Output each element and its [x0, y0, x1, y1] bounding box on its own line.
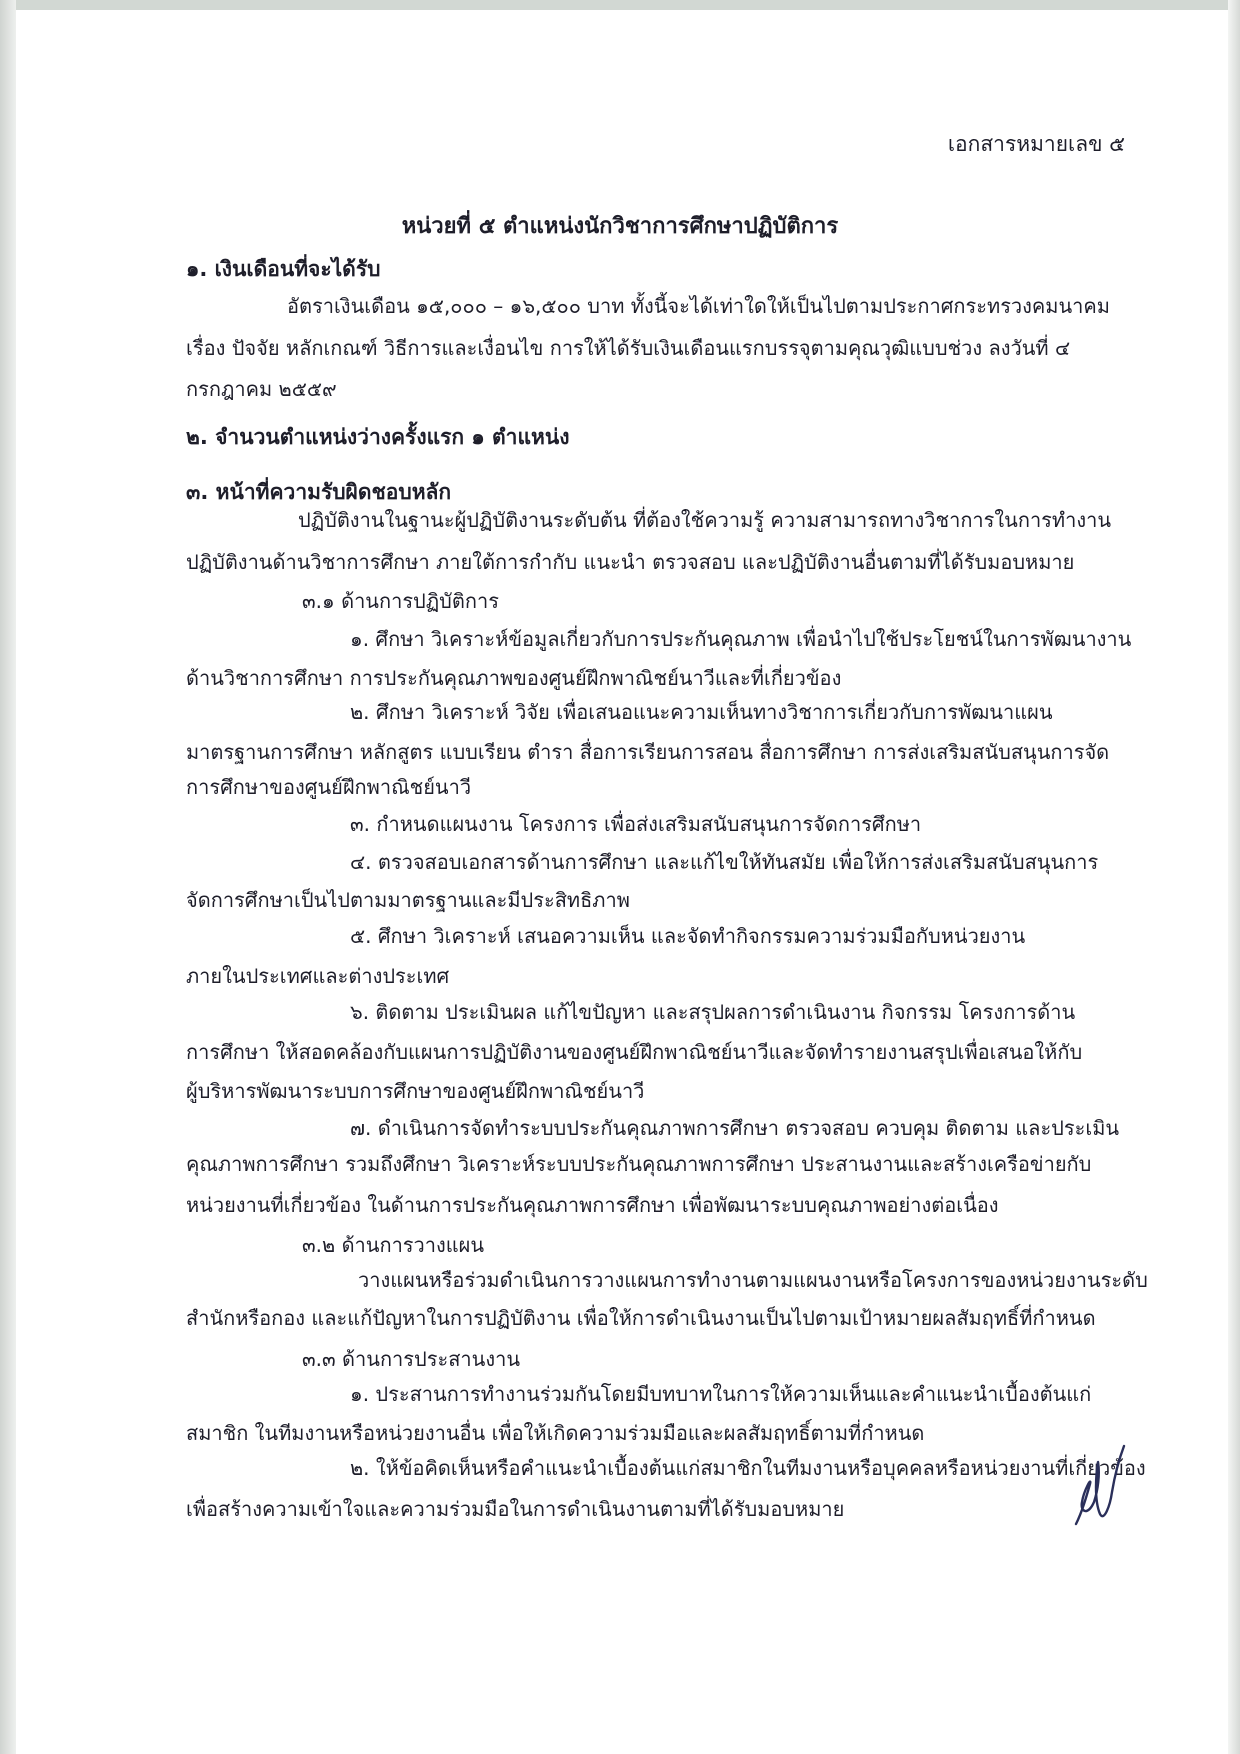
handwritten-signature: [1068, 1440, 1128, 1530]
list-item: ๕. ศึกษา วิเคราะห์ เสนอความเห็น และจัดทำกิจกรรมความร่วมมือกับหน่วยงาน: [350, 924, 1026, 948]
list-item: ๗. ดำเนินการจัดทำระบบประกันคุณภาพการศึกษา ตรวจสอบ ควบคุม ติดตาม และประเมิน: [350, 1116, 1120, 1140]
list-item: ๒. ศึกษา วิเคราะห์ วิจัย เพื่อเสนอแนะความเห็นทางวิชาการเกี่ยวกับการพัฒนาแผน: [350, 700, 1053, 724]
paragraph-line: วางแผนหรือร่วมดำเนินการวางแผนการทำงานตามแผนงานหรือโครงการของหน่วยงานระดับ: [358, 1268, 1148, 1292]
subsection-heading-operations: ๓.๑ ด้านการปฏิบัติการ: [302, 589, 499, 613]
list-item: ๔. ตรวจสอบเอกสารด้านการศึกษา และแก้ไขให้ทันสมัย เพื่อให้การส่งเสริมสนับสนุนการ: [350, 850, 1099, 874]
paragraph-line: การศึกษาของศูนย์ฝึกพาณิชย์นาวี: [186, 775, 472, 799]
paragraph-line: สมาชิก ในทีมงานหรือหน่วยงานอื่น เพื่อให้เกิดความร่วมมือและผลสัมฤทธิ์ตามที่กำหนด: [186, 1421, 925, 1445]
paragraph-line: มาตรฐานการศึกษา หลักสูตร แบบเรียน ตำรา สื่อการเรียนการสอน สื่อการศึกษา การส่งเสริมสนับสนุนการจัด: [186, 740, 1110, 764]
paragraph-line: กรกฎาคม ๒๕๕๙: [186, 377, 337, 401]
scan-edge-right: [1228, 0, 1240, 1754]
paragraph-line: ภายในประเทศและต่างประเทศ: [186, 964, 450, 988]
subsection-heading-coordination: ๓.๓ ด้านการประสานงาน: [302, 1347, 520, 1371]
paragraph-line: จัดการศึกษาเป็นไปตามมาตรฐานและมีประสิทธิภาพ: [186, 888, 630, 912]
paragraph-line: การศึกษา ให้สอดคล้องกับแผนการปฏิบัติงานของศูนย์ฝึกพาณิชย์นาวีและจัดทำรายงานสรุปเพื่อเสนอให้กับ: [186, 1040, 1083, 1064]
paragraph-line: เพื่อสร้างความเข้าใจและความร่วมมือในการดำเนินงานตามที่ได้รับมอบหมาย: [186, 1497, 845, 1521]
paragraph-line: ผู้บริหารพัฒนาระบบการศึกษาของศูนย์ฝึกพาณิชย์นาวี: [186, 1079, 645, 1103]
paragraph-line: ปฏิบัติงานในฐานะผู้ปฏิบัติงานระดับต้น ที่ต้องใช้ความรู้ ความสามารถทางวิชาการในการทำงาน: [298, 508, 1112, 532]
section-heading-vacancies: ๒. จำนวนตำแหน่งว่างครั้งแรก ๑ ตำแหน่ง: [186, 425, 570, 449]
list-item: ๒. ให้ข้อคิดเห็นหรือคำแนะนำเบื้องต้นแก่สมาชิกในทีมงานหรือบุคคลหรือหน่วยงานที่เกี่ยวข้อง: [350, 1456, 1146, 1480]
paragraph-line: สำนักหรือกอง และแก้ปัญหาในการปฏิบัติงาน เพื่อให้การดำเนินงานเป็นไปตามเป้าหมายผลสัมฤทธิ์ที่กำหนด: [186, 1306, 1096, 1330]
subsection-heading-planning: ๓.๒ ด้านการวางแผน: [302, 1233, 485, 1257]
paragraph-line: เรื่อง ปัจจัย หลักเกณฑ์ วิธีการและเงื่อนไข การให้ได้รับเงินเดือนแรกบรรจุตามคุณวุฒิแบบช่วง ลงวันที่ ๔: [186, 336, 1071, 360]
paragraph-line: คุณภาพการศึกษา รวมถึงศึกษา วิเคราะห์ระบบประกันคุณภาพการศึกษา ประสานงานและสร้างเครือข่ายกับ: [186, 1152, 1092, 1176]
section-heading-salary: ๑. เงินเดือนที่จะได้รับ: [186, 257, 381, 281]
paragraph-line: อัตราเงินเดือน ๑๕,๐๐๐ – ๑๖,๕๐๐ บาท ทั้งนี้จะได้เท่าใดให้เป็นไปตามประกาศกระทรวงคมนาคม: [287, 294, 1110, 318]
list-item: ๑. ศึกษา วิเคราะห์ข้อมูลเกี่ยวกับการประกันคุณภาพ เพื่อนำไปใช้ประโยชน์ในการพัฒนางาน: [350, 627, 1132, 651]
list-item: ๑. ประสานการทำงานร่วมกันโดยมีบทบาทในการให้ความเห็นและคำแนะนำเบื้องต้นแก่: [350, 1382, 1092, 1406]
document-title: หน่วยที่ ๕ ตำแหน่งนักวิชาการศึกษาปฏิบัติการ: [401, 214, 839, 239]
list-item: ๖. ติดตาม ประเมินผล แก้ไขปัญหา และสรุปผลการดำเนินงาน กิจกรรม โครงการด้าน: [350, 1000, 1076, 1024]
document-reference-number: เอกสารหมายเลข ๕: [947, 132, 1125, 156]
paragraph-line: หน่วยงานที่เกี่ยวข้อง ในด้านการประกันคุณภาพการศึกษา เพื่อพัฒนาระบบคุณภาพอย่างต่อเนื่อง: [186, 1193, 999, 1217]
list-item: ๓. กำหนดแผนงาน โครงการ เพื่อส่งเสริมสนับสนุนการจัดการศึกษา: [350, 812, 922, 836]
paragraph-line: ปฏิบัติงานด้านวิชาการศึกษา ภายใต้การกำกับ แนะนำ ตรวจสอบ และปฏิบัติงานอื่นตามที่ได้รับมอบหมาย: [186, 550, 1075, 574]
scan-edge-left: [0, 0, 16, 1754]
scan-edge-top: [0, 0, 1240, 10]
section-heading-responsibilities: ๓. หน้าที่ความรับผิดชอบหลัก: [186, 480, 452, 504]
paragraph-line: ด้านวิชาการศึกษา การประกันคุณภาพของศูนย์ฝึกพาณิชย์นาวีและที่เกี่ยวข้อง: [186, 666, 842, 690]
